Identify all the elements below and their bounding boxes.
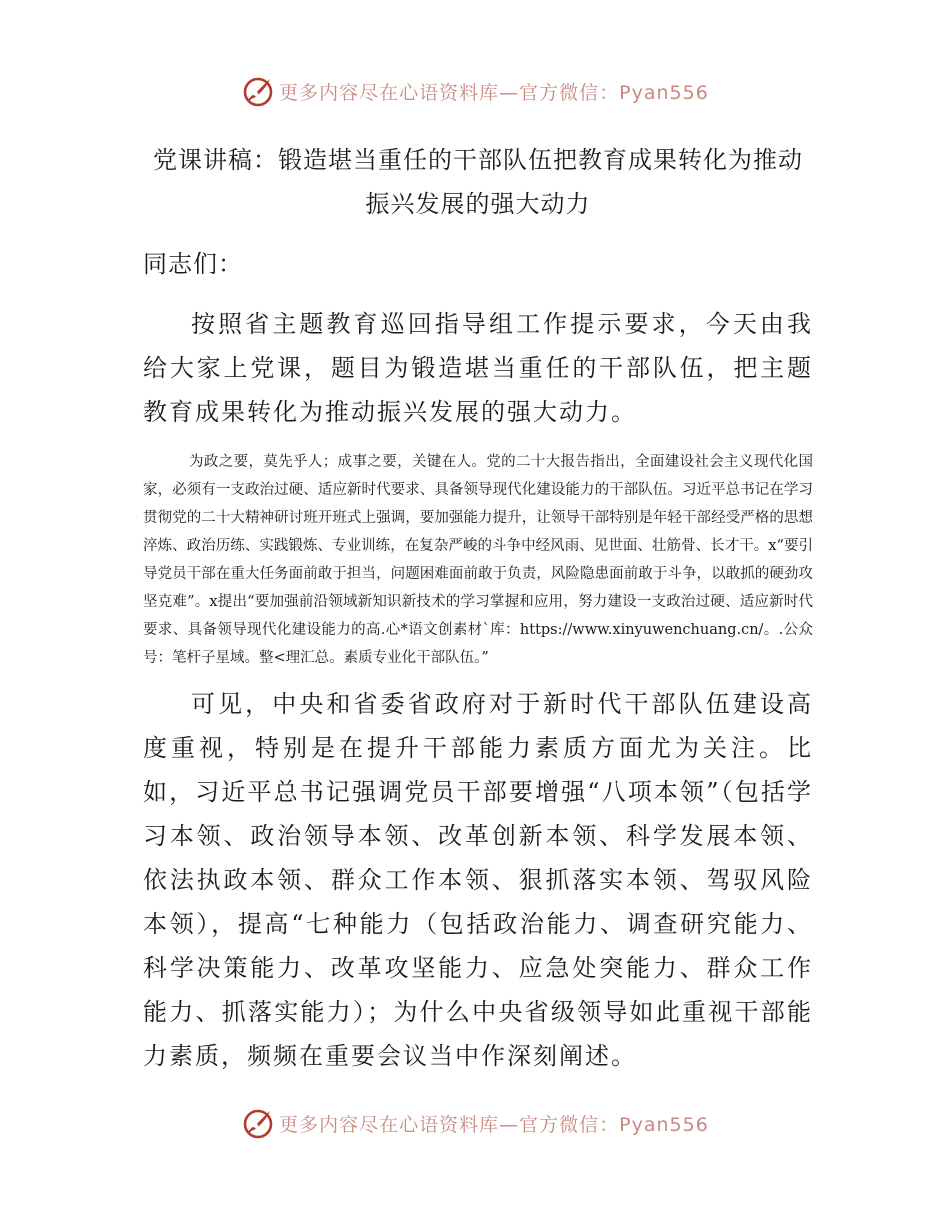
paragraph-analysis: 可见，中央和省委省政府对于新时代干部队伍建设高度重视，特别是在提升干部能力素质方面尤为关注。比如，习近平总书记强调党员干部要增强“八项本领”（包括学习本领、政治领导本领、改革创新本领、科学发展本领、依法执政本领、群众工作本领、狠抓落实本领、驾驭风险本领），提高“七种能力（包括政治能力、调查研究能力、科学决策能力、改革攻坚能力、应急处突能力、群众工作能力、抓落实能力）；为什么中央省级领导如此重视干部能力素质，频频在重要会议当中作深刻阐述。: [143, 690, 813, 1070]
document-body: [143, 138, 813, 1078]
watermark-brand: 更多内容尽在心语资料库: [279, 1113, 500, 1136]
paragraph-intro: 按照省主题教育巡回指导组工作提示要求，今天由我给大家上党课，题目为锻造堪当重任的干部队伍，把主题教育成果转化为推动振兴发展的强大动力。: [143, 310, 813, 426]
paragraph-quote: 为政之要，莫先乎人；成事之要，关键在人。党的二十大报告指出，全面建设社会主义现代化国家，必须有一支政治过硬、适应新时代要求、具备领导现代化建设能力的干部队伍。习近平总书记在学习贯彻党的二十大精神研讨班开班式上强调，要加强能力提升，让领导干部特别是年轻干部经受严格的思想淬炼、政治历练、实践锻炼、专业训练，在复杂严峻的斗争中经风雨、见世面、壮筋骨、长才干。x“要引导党员干部在重大任务面前敢于担当，问题困难面前敢于负责，风险隐患面前敢于斗争，以敢抓的硬劲攻坚克难”。x提出“要加强前沿领域新知识新技术的学习掌握和应用，努力建设一支政治过硬、适应新时代要求、具备领导现代化建设能力的高.心*语文创素材`库：https://www.xinyuwenchuang.cn/。.公众号：笔杆子星域。整<理汇总。素质专业化干部队伍。”: [143, 454, 813, 666]
watermark-separator: —: [499, 81, 520, 104]
document-title: 党课讲稿：锻造堪当重任的干部队伍把教育成果转化为推动振兴发展的强大动力: [153, 146, 803, 218]
watermark-banner-top: [0, 71, 950, 111]
watermark-contact: 官方微信：Pyan556: [519, 1113, 709, 1136]
quill-pen-seal-icon: [241, 1106, 275, 1140]
quill-pen-seal-icon: [241, 74, 275, 108]
salutation: 同志们：: [143, 250, 243, 278]
watermark-contact: 官方微信：Pyan556: [519, 81, 709, 104]
watermark-text: [279, 78, 709, 105]
watermark-banner-bottom: [0, 1103, 950, 1143]
watermark-brand: 更多内容尽在心语资料库: [279, 81, 500, 104]
watermark-text: [279, 1110, 709, 1137]
watermark-separator: —: [499, 1113, 520, 1136]
